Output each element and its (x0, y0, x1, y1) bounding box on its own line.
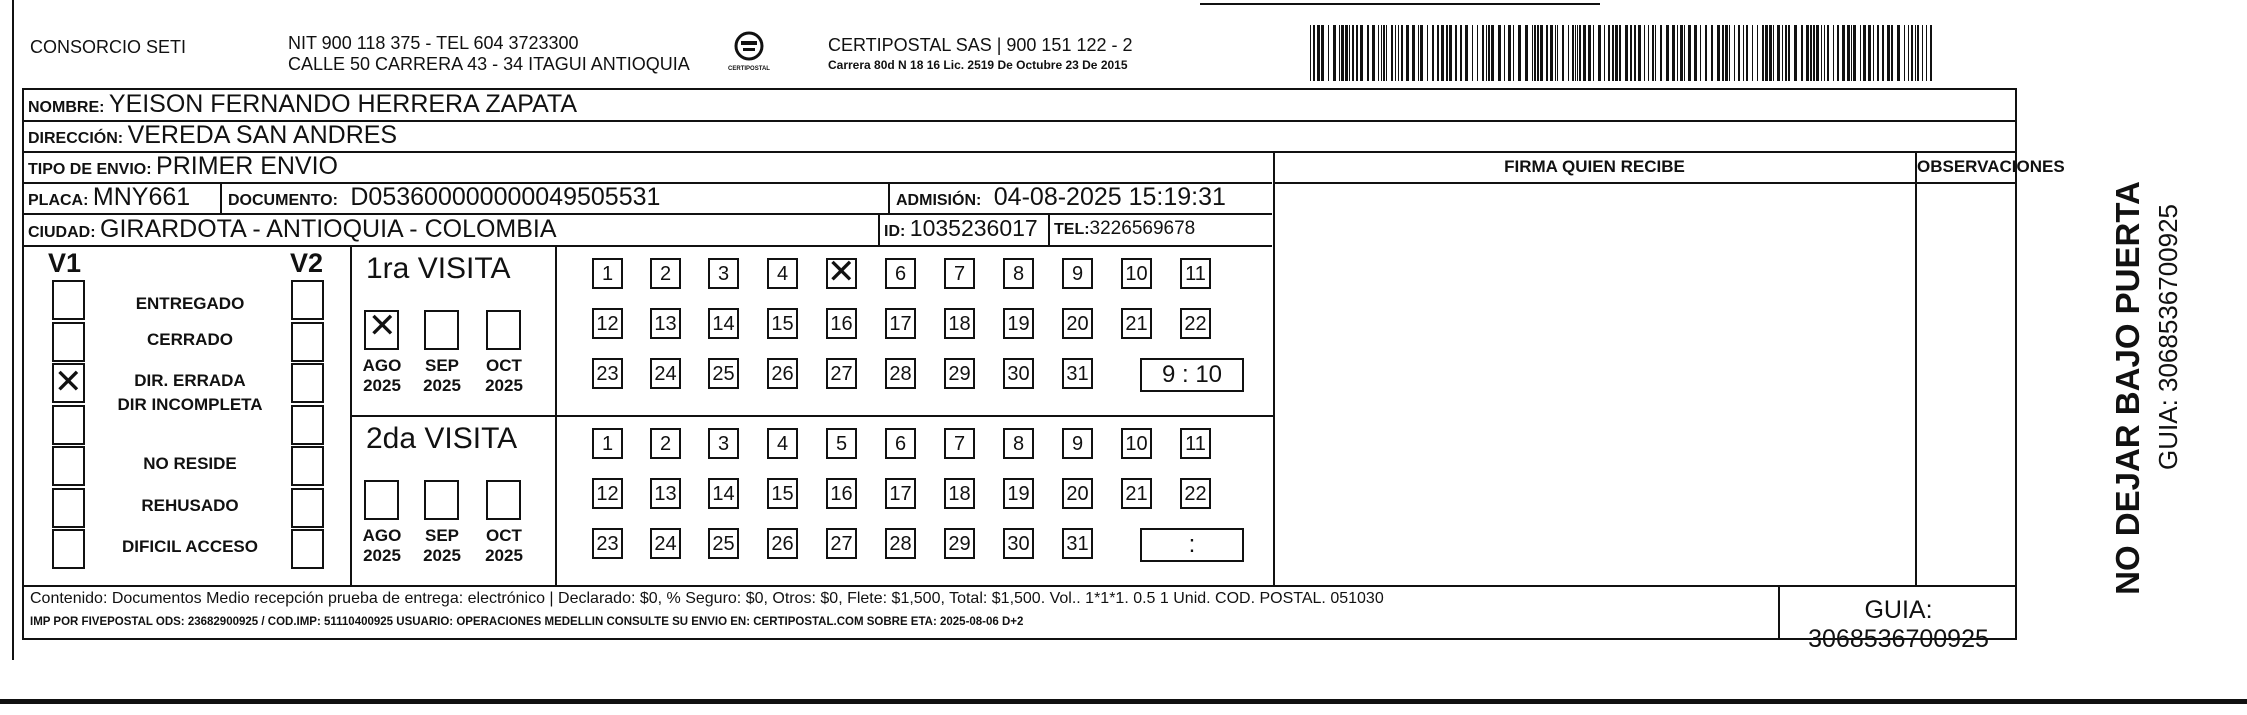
day-box[interactable]: 19 (1003, 478, 1034, 509)
reason-label: NO RESIDE (143, 454, 237, 473)
day-mark: ✕ (827, 252, 856, 292)
rule-footer (22, 585, 2017, 587)
day-box[interactable]: 15 (767, 308, 798, 339)
day-box[interactable]: 26 (767, 528, 798, 559)
day-box[interactable]: 22 (1180, 308, 1211, 339)
col-placa-sep (220, 182, 222, 213)
time-box[interactable]: : (1140, 528, 1244, 562)
month-year: 2025 (423, 546, 461, 565)
day-box[interactable]: 11 (1180, 428, 1211, 459)
reason-label: DIR INCOMPLETA (117, 394, 263, 414)
placa-label: PLACA: (28, 192, 89, 209)
rule-ciudad (22, 245, 1272, 247)
day-box[interactable]: 30 (1003, 528, 1034, 559)
footer-contenido: Contenido: Documentos Medio recepción prueba de entrega: electrónico | Declarado: $0, % Seguro: $0, Otros: $0, Flete: $1,500, Total: $1,500. Vol.. 1*1*1. 0.5 1 Unid. COD. POSTAL. 051030 (30, 590, 1384, 607)
day-box[interactable]: 27 (826, 358, 857, 389)
day-box[interactable]: 20 (1062, 478, 1093, 509)
day-box[interactable]: 8 (1003, 428, 1034, 459)
tipo-label: TIPO DE ENVIO: (28, 161, 152, 178)
certipostal-line: CERTIPOSTAL SAS | 900 151 122 - 2 (828, 35, 1133, 55)
month-label (417, 526, 467, 566)
day-box[interactable]: 17 (885, 308, 916, 339)
month-check-mark: ✕ (368, 306, 397, 346)
day-box[interactable]: 27 (826, 528, 857, 559)
col-visits-left (350, 245, 352, 585)
admision-cell (896, 183, 1226, 212)
month-label (357, 526, 407, 566)
v2-header: V2 (290, 248, 324, 278)
day-box[interactable]: 14 (708, 478, 739, 509)
day-box[interactable]: 29 (944, 358, 975, 389)
month-checkbox[interactable] (486, 310, 521, 350)
day-box[interactable]: 21 (1121, 478, 1152, 509)
tel-label: TEL: (1054, 221, 1090, 238)
day-box[interactable]: 23 (592, 358, 623, 389)
direccion-value: VEREDA SAN ANDRES (127, 121, 398, 149)
id-label: ID: (884, 223, 906, 240)
day-box[interactable]: 17 (885, 478, 916, 509)
firma-header: FIRMA QUIEN RECIBE (1504, 157, 1685, 176)
tel-value: 3226569678 (1089, 218, 1196, 239)
page-bottom-rule (0, 699, 2247, 704)
month-name: OCT (486, 526, 522, 545)
visit-title: 2da VISITA (366, 422, 518, 455)
day-box[interactable]: 6 (885, 258, 916, 289)
month-label (479, 356, 529, 396)
side-warning: NO DEJAR BAJO PUERTA (2109, 181, 2146, 595)
day-box[interactable]: 16 (826, 478, 857, 509)
address-line: CALLE 50 CARRERA 43 - 34 ITAGUI ANTIOQUIA (288, 54, 690, 74)
col-id-sep (878, 213, 880, 245)
day-box[interactable]: 2 (650, 428, 681, 459)
barcode (1308, 25, 1938, 81)
day-box[interactable]: 28 (885, 528, 916, 559)
license-line: Carrera 80d N 18 16 Lic. 2519 De Octubre 23 De 2015 (828, 58, 1128, 72)
col-obs-left (1915, 151, 1917, 585)
documento-label: DOCUMENTO: (228, 192, 338, 209)
day-box[interactable]: 24 (650, 528, 681, 559)
footer-imp: IMP POR FIVEPOSTAL ODS: 23682900925 / COD.IMP: 51110400925 USUARIO: OPERACIONES MEDELLIN CONSULTE SU ENVIO EN: CERTIPOSTAL.COM SOBRE ETA: 2025-08-06 D+2 (30, 616, 1024, 628)
time-box[interactable]: 9 : 10 (1140, 358, 1244, 392)
day-box[interactable]: 28 (885, 358, 916, 389)
day-box[interactable]: 12 (592, 478, 623, 509)
v1-header: V1 (48, 248, 82, 278)
month-year: 2025 (363, 546, 401, 565)
month-name: OCT (486, 356, 522, 375)
certipostal-logo (726, 30, 772, 78)
admision-label: ADMISIÓN: (896, 192, 982, 209)
day-box[interactable]: 4 (767, 258, 798, 289)
day-box[interactable]: 8 (1003, 258, 1034, 289)
reason-label: REHUSADO (141, 495, 239, 515)
day-box[interactable]: 15 (767, 478, 798, 509)
day-box[interactable]: 5 (826, 428, 857, 459)
month-name: SEP (424, 526, 460, 545)
ciudad-label: CIUDAD: (28, 224, 96, 241)
reason-label: DIFICIL ACCESO (121, 537, 258, 556)
month-year: 2025 (423, 376, 461, 395)
placa-value: MNY661 (92, 183, 191, 211)
day-box[interactable]: 9 (1062, 258, 1093, 289)
month-year: 2025 (485, 546, 523, 565)
ciudad-cell (28, 215, 557, 244)
month-year: 2025 (363, 376, 401, 395)
company-name: CONSORCIO SETI (30, 37, 187, 57)
day-box[interactable]: 25 (708, 358, 739, 389)
nit-line: NIT 900 118 375 - TEL 604 3723300 (288, 33, 579, 53)
day-box[interactable]: 13 (650, 308, 681, 339)
day-box[interactable]: 18 (944, 308, 975, 339)
logo-caption: CERTIPOSTAL (728, 66, 770, 72)
day-box[interactable]: 2 (650, 258, 681, 289)
documento-value: D053600000000049505531 (350, 183, 661, 211)
visit-title: 1ra VISITA (366, 252, 511, 285)
direccion-label: DIRECCIÓN: (28, 130, 124, 147)
rule-visits-mid (350, 415, 1274, 417)
day-box[interactable]: 3 (708, 258, 739, 289)
day-box[interactable]: 10 (1121, 428, 1152, 459)
month-checkbox[interactable] (486, 480, 521, 520)
col-admision-sep (888, 182, 890, 213)
v1-check-mark: ✕ (54, 362, 83, 402)
day-box[interactable]: 20 (1062, 308, 1093, 339)
placa-cell (28, 183, 190, 212)
day-box[interactable]: 9 (1062, 428, 1093, 459)
reason-label: CERRADO (147, 329, 233, 349)
month-name: AGO (362, 356, 402, 375)
observaciones-header: OBSERVACIONES (1917, 157, 2065, 176)
day-box[interactable]: 31 (1062, 528, 1093, 559)
day-box[interactable]: 11 (1180, 258, 1211, 289)
col-tel-sep (1048, 213, 1050, 245)
day-box[interactable]: 31 (1062, 358, 1093, 389)
month-checkbox[interactable] (424, 310, 459, 350)
ciudad-value: GIRARDOTA - ANTIOQUIA - COLOMBIA (100, 215, 557, 243)
month-name: AGO (362, 526, 402, 545)
day-box[interactable]: 18 (944, 478, 975, 509)
month-label (357, 356, 407, 396)
day-box[interactable]: 22 (1180, 478, 1211, 509)
day-box[interactable]: 25 (708, 528, 739, 559)
id-value: 1035236017 (909, 215, 1038, 241)
month-name: SEP (424, 356, 460, 375)
day-box[interactable]: 29 (944, 528, 975, 559)
day-box[interactable]: 30 (1003, 358, 1034, 389)
day-box[interactable]: 23 (592, 528, 623, 559)
page-top-rule (1200, 3, 1600, 5)
id-cell (884, 215, 1038, 242)
day-box[interactable]: 3 (708, 428, 739, 459)
reason-label: DIR. ERRADA (134, 371, 246, 390)
documento-cell (228, 183, 660, 212)
footer-guia: GUIA: 3068536700925 (1808, 596, 1989, 653)
day-box[interactable]: 12 (592, 308, 623, 339)
day-box[interactable]: 19 (1003, 308, 1034, 339)
nombre-label: NOMBRE: (28, 99, 105, 116)
day-box[interactable]: 1 (592, 428, 623, 459)
col-days-left (555, 245, 557, 585)
day-box[interactable]: 13 (650, 478, 681, 509)
day-box[interactable]: 7 (944, 428, 975, 459)
day-box[interactable]: 1 (592, 258, 623, 289)
month-label (417, 356, 467, 396)
page-left-edge (12, 0, 14, 660)
month-label (479, 526, 529, 566)
nombre-row (28, 90, 577, 119)
day-box[interactable]: 6 (885, 428, 916, 459)
side-guia: GUIA: 3068536700925 (2153, 204, 2183, 470)
tipo-value: PRIMER ENVIO (156, 152, 339, 180)
day-box[interactable]: 14 (708, 308, 739, 339)
rule-header-cols (1274, 182, 2017, 184)
day-box[interactable]: 7 (944, 258, 975, 289)
month-checkbox[interactable] (364, 480, 399, 520)
nombre-value: YEISON FERNANDO HERRERA ZAPATA (108, 90, 578, 118)
month-checkbox[interactable] (424, 480, 459, 520)
admision-value: 04-08-2025 15:19:31 (993, 183, 1226, 211)
tipo-row (28, 152, 338, 181)
col-firma-left (1273, 151, 1275, 585)
day-box[interactable]: 24 (650, 358, 681, 389)
day-box[interactable]: 4 (767, 428, 798, 459)
day-box[interactable]: 16 (826, 308, 857, 339)
day-box[interactable]: 26 (767, 358, 798, 389)
month-year: 2025 (485, 376, 523, 395)
day-box[interactable]: 21 (1121, 308, 1152, 339)
direccion-row (28, 121, 397, 150)
reason-label: ENTREGADO (135, 294, 245, 313)
day-box[interactable]: 10 (1121, 258, 1152, 289)
tel-cell (1054, 218, 1195, 240)
